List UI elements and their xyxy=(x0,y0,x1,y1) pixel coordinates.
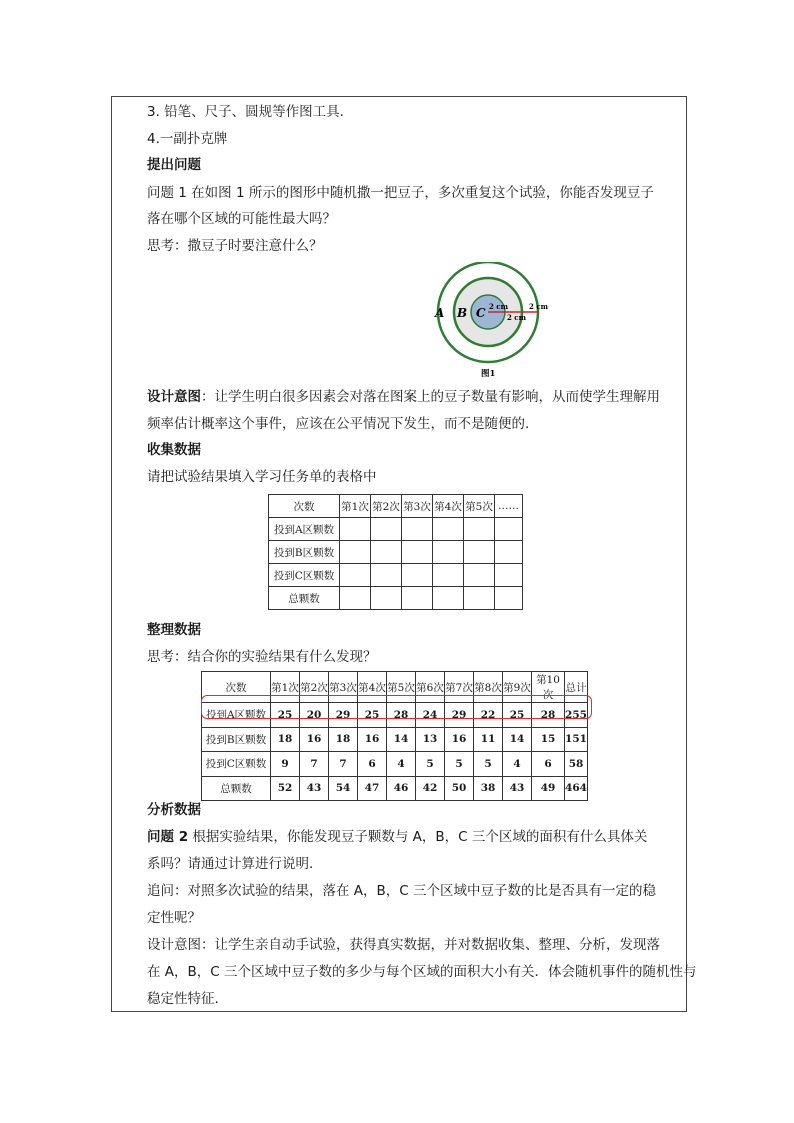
empty-cell[interactable] xyxy=(495,541,523,564)
data-cell: 28 xyxy=(532,703,565,728)
section-heading-analyze-data: 分析数据 xyxy=(147,802,201,818)
row-label: 投到C区颗数 xyxy=(269,564,340,587)
collect-instruction: 请把试验结果填入学习任务单的表格中 xyxy=(147,469,377,485)
think-question-2: 思考：结合你的实验结果有什么发现？ xyxy=(147,649,377,665)
data-cell: 6 xyxy=(358,752,387,777)
row-label: 总颗数 xyxy=(269,587,340,610)
empty-cell[interactable] xyxy=(371,587,402,610)
empty-cell[interactable] xyxy=(402,564,433,587)
data-cell: 16 xyxy=(445,727,474,752)
total-cell: 255 xyxy=(565,703,588,728)
empty-cell[interactable] xyxy=(464,564,495,587)
empty-cell[interactable] xyxy=(340,518,371,541)
total-cell: 151 xyxy=(565,727,588,752)
empty-cell[interactable] xyxy=(402,518,433,541)
table-header-cell: 第1次 xyxy=(340,495,371,518)
empty-cell[interactable] xyxy=(495,587,523,610)
table-header-cell: 第1次 xyxy=(271,672,300,703)
row-label: 投到A区颗数 xyxy=(202,703,271,728)
empty-cell[interactable] xyxy=(495,518,523,541)
design-intent-2-line-2: 在 A，B，C 三个区域中豆子数的多少与每个区域的面积大小有关．体会随机事件的随机性与 xyxy=(147,964,697,980)
design-intent-1-line-2: 频率估计概率这个事件，应该在公平情况下发生，而不是随便的. xyxy=(147,416,530,432)
table-header-cell: 第4次 xyxy=(358,672,387,703)
results-table xyxy=(201,671,588,801)
empty-cell[interactable] xyxy=(464,541,495,564)
data-cell: 6 xyxy=(532,752,565,777)
data-cell: 49 xyxy=(532,776,565,801)
table-header-cell: …… xyxy=(495,495,523,518)
data-cell: 14 xyxy=(503,727,532,752)
empty-cell[interactable] xyxy=(464,518,495,541)
table-header-cell: 第5次 xyxy=(387,672,416,703)
empty-cell[interactable] xyxy=(464,587,495,610)
table-header-cell: 第9次 xyxy=(503,672,532,703)
table-row xyxy=(269,541,523,564)
data-cell: 29 xyxy=(445,703,474,728)
design-intent-1-line-1 xyxy=(147,388,660,406)
data-cell: 16 xyxy=(300,727,329,752)
data-cell: 18 xyxy=(329,727,358,752)
target-circles-figure xyxy=(423,262,553,382)
data-cell: 42 xyxy=(416,776,445,801)
blank-record-table xyxy=(268,494,523,610)
design-intent-1-text: ：让学生明白很多因素会对落在图案上的豆子数量有影响，从而使学生理解用 xyxy=(201,389,660,405)
data-cell: 4 xyxy=(503,752,532,777)
row-label: 投到C区颗数 xyxy=(202,752,271,777)
data-cell: 28 xyxy=(387,703,416,728)
table-header-cell: 第7次 xyxy=(445,672,474,703)
data-cell: 29 xyxy=(329,703,358,728)
table-row xyxy=(202,703,588,728)
region-label-c: C xyxy=(476,306,486,320)
empty-cell[interactable] xyxy=(371,518,402,541)
data-cell: 9 xyxy=(271,752,300,777)
follow-up-line-1: 追问：对照多次试验的结果，落在 A，B，C 三个区域中豆子数的比是否具有一定的稳 xyxy=(147,883,657,899)
data-cell: 18 xyxy=(271,727,300,752)
table-row xyxy=(269,587,523,610)
row-label: 投到A区颗数 xyxy=(269,518,340,541)
data-cell: 16 xyxy=(358,727,387,752)
question-2-line-1 xyxy=(147,828,647,846)
materials-item-4: 4.一副扑克牌 xyxy=(147,131,228,147)
table-row xyxy=(269,518,523,541)
empty-cell[interactable] xyxy=(402,587,433,610)
question-2-label: 问题 2 xyxy=(147,829,189,845)
data-cell: 15 xyxy=(532,727,565,752)
empty-cell[interactable] xyxy=(371,541,402,564)
empty-cell[interactable] xyxy=(371,564,402,587)
empty-cell[interactable] xyxy=(433,541,464,564)
dimension-label-middle: 2 cm xyxy=(507,313,526,322)
data-cell: 24 xyxy=(416,703,445,728)
empty-cell[interactable] xyxy=(340,564,371,587)
question-1-line-1: 问题 1 在如图 1 所示的图形中随机撒一把豆子，多次重复这个试验，你能否发现豆子 xyxy=(147,185,654,201)
data-cell: 25 xyxy=(503,703,532,728)
data-cell: 7 xyxy=(300,752,329,777)
table-header-cell: 第3次 xyxy=(402,495,433,518)
total-cell: 58 xyxy=(565,752,588,777)
table-header-row xyxy=(269,495,523,518)
table-header-cell: 第4次 xyxy=(433,495,464,518)
table-row xyxy=(202,752,588,777)
data-cell: 22 xyxy=(474,703,503,728)
table-header-cell: 第8次 xyxy=(474,672,503,703)
data-cell: 20 xyxy=(300,703,329,728)
empty-cell[interactable] xyxy=(340,587,371,610)
table-header-cell: 第5次 xyxy=(464,495,495,518)
data-cell: 38 xyxy=(474,776,503,801)
materials-item-3: 3. 铅笔、尺子、圆规等作图工具. xyxy=(147,104,344,120)
question-2-line-2: 系吗？请通过计算进行说明. xyxy=(147,856,314,872)
data-cell: 5 xyxy=(445,752,474,777)
table-header-cell: 第2次 xyxy=(371,495,402,518)
table-header-cell: 第3次 xyxy=(329,672,358,703)
design-intent-2-line-3: 稳定性特征. xyxy=(147,991,219,1007)
data-cell: 25 xyxy=(358,703,387,728)
section-heading-raise-question: 提出问题 xyxy=(147,157,201,173)
table-row xyxy=(202,776,588,801)
dimension-label-outer: 2 cm xyxy=(529,302,548,311)
figure-caption: 图1 xyxy=(481,369,496,379)
data-cell: 50 xyxy=(445,776,474,801)
empty-cell[interactable] xyxy=(433,518,464,541)
table-row xyxy=(269,564,523,587)
data-cell: 7 xyxy=(329,752,358,777)
design-intent-2-line-1: 设计意图：让学生亲自动手试验，获得真实数据，并对数据收集、整理、分析，发现落 xyxy=(147,937,660,953)
data-cell: 4 xyxy=(387,752,416,777)
question-1-line-2: 落在哪个区域的可能性最大吗？ xyxy=(147,211,336,227)
table-header-cell: 次数 xyxy=(202,672,271,703)
table-header-cell: 次数 xyxy=(269,495,340,518)
design-intent-1-label: 设计意图 xyxy=(147,389,201,405)
table-row xyxy=(202,727,588,752)
empty-cell[interactable] xyxy=(495,564,523,587)
table-header-cell: 第10次 xyxy=(532,672,565,703)
data-cell: 13 xyxy=(416,727,445,752)
section-heading-organize-data: 整理数据 xyxy=(147,622,201,638)
data-cell: 46 xyxy=(387,776,416,801)
row-label: 总颗数 xyxy=(202,776,271,801)
data-cell: 43 xyxy=(300,776,329,801)
empty-cell[interactable] xyxy=(340,541,371,564)
follow-up-line-2: 定性呢？ xyxy=(147,910,201,926)
data-cell: 47 xyxy=(358,776,387,801)
data-cell: 5 xyxy=(474,752,503,777)
data-cell: 11 xyxy=(474,727,503,752)
table-header-cell: 第2次 xyxy=(300,672,329,703)
data-cell: 5 xyxy=(416,752,445,777)
data-cell: 52 xyxy=(271,776,300,801)
region-label-b: B xyxy=(457,306,468,320)
empty-cell[interactable] xyxy=(433,564,464,587)
data-cell: 14 xyxy=(387,727,416,752)
total-cell: 464 xyxy=(565,776,588,801)
dimension-label-inner: 2 cm xyxy=(489,302,508,311)
empty-cell[interactable] xyxy=(433,587,464,610)
table-header-row xyxy=(202,672,588,703)
region-label-a: A xyxy=(435,306,445,320)
table-header-cell: 第6次 xyxy=(416,672,445,703)
row-label: 投到B区颗数 xyxy=(269,541,340,564)
data-cell: 43 xyxy=(503,776,532,801)
think-question-1: 思考：撒豆子时要注意什么？ xyxy=(147,238,323,254)
table-header-cell: 总计 xyxy=(565,672,588,703)
data-cell: 54 xyxy=(329,776,358,801)
section-heading-collect-data: 收集数据 xyxy=(147,442,201,458)
question-2-text: 根据实验结果，你能发现豆子颗数与 A，B，C 三个区域的面积有什么具体关 xyxy=(188,829,648,845)
data-cell: 25 xyxy=(271,703,300,728)
empty-cell[interactable] xyxy=(402,541,433,564)
row-label: 投到B区颗数 xyxy=(202,727,271,752)
